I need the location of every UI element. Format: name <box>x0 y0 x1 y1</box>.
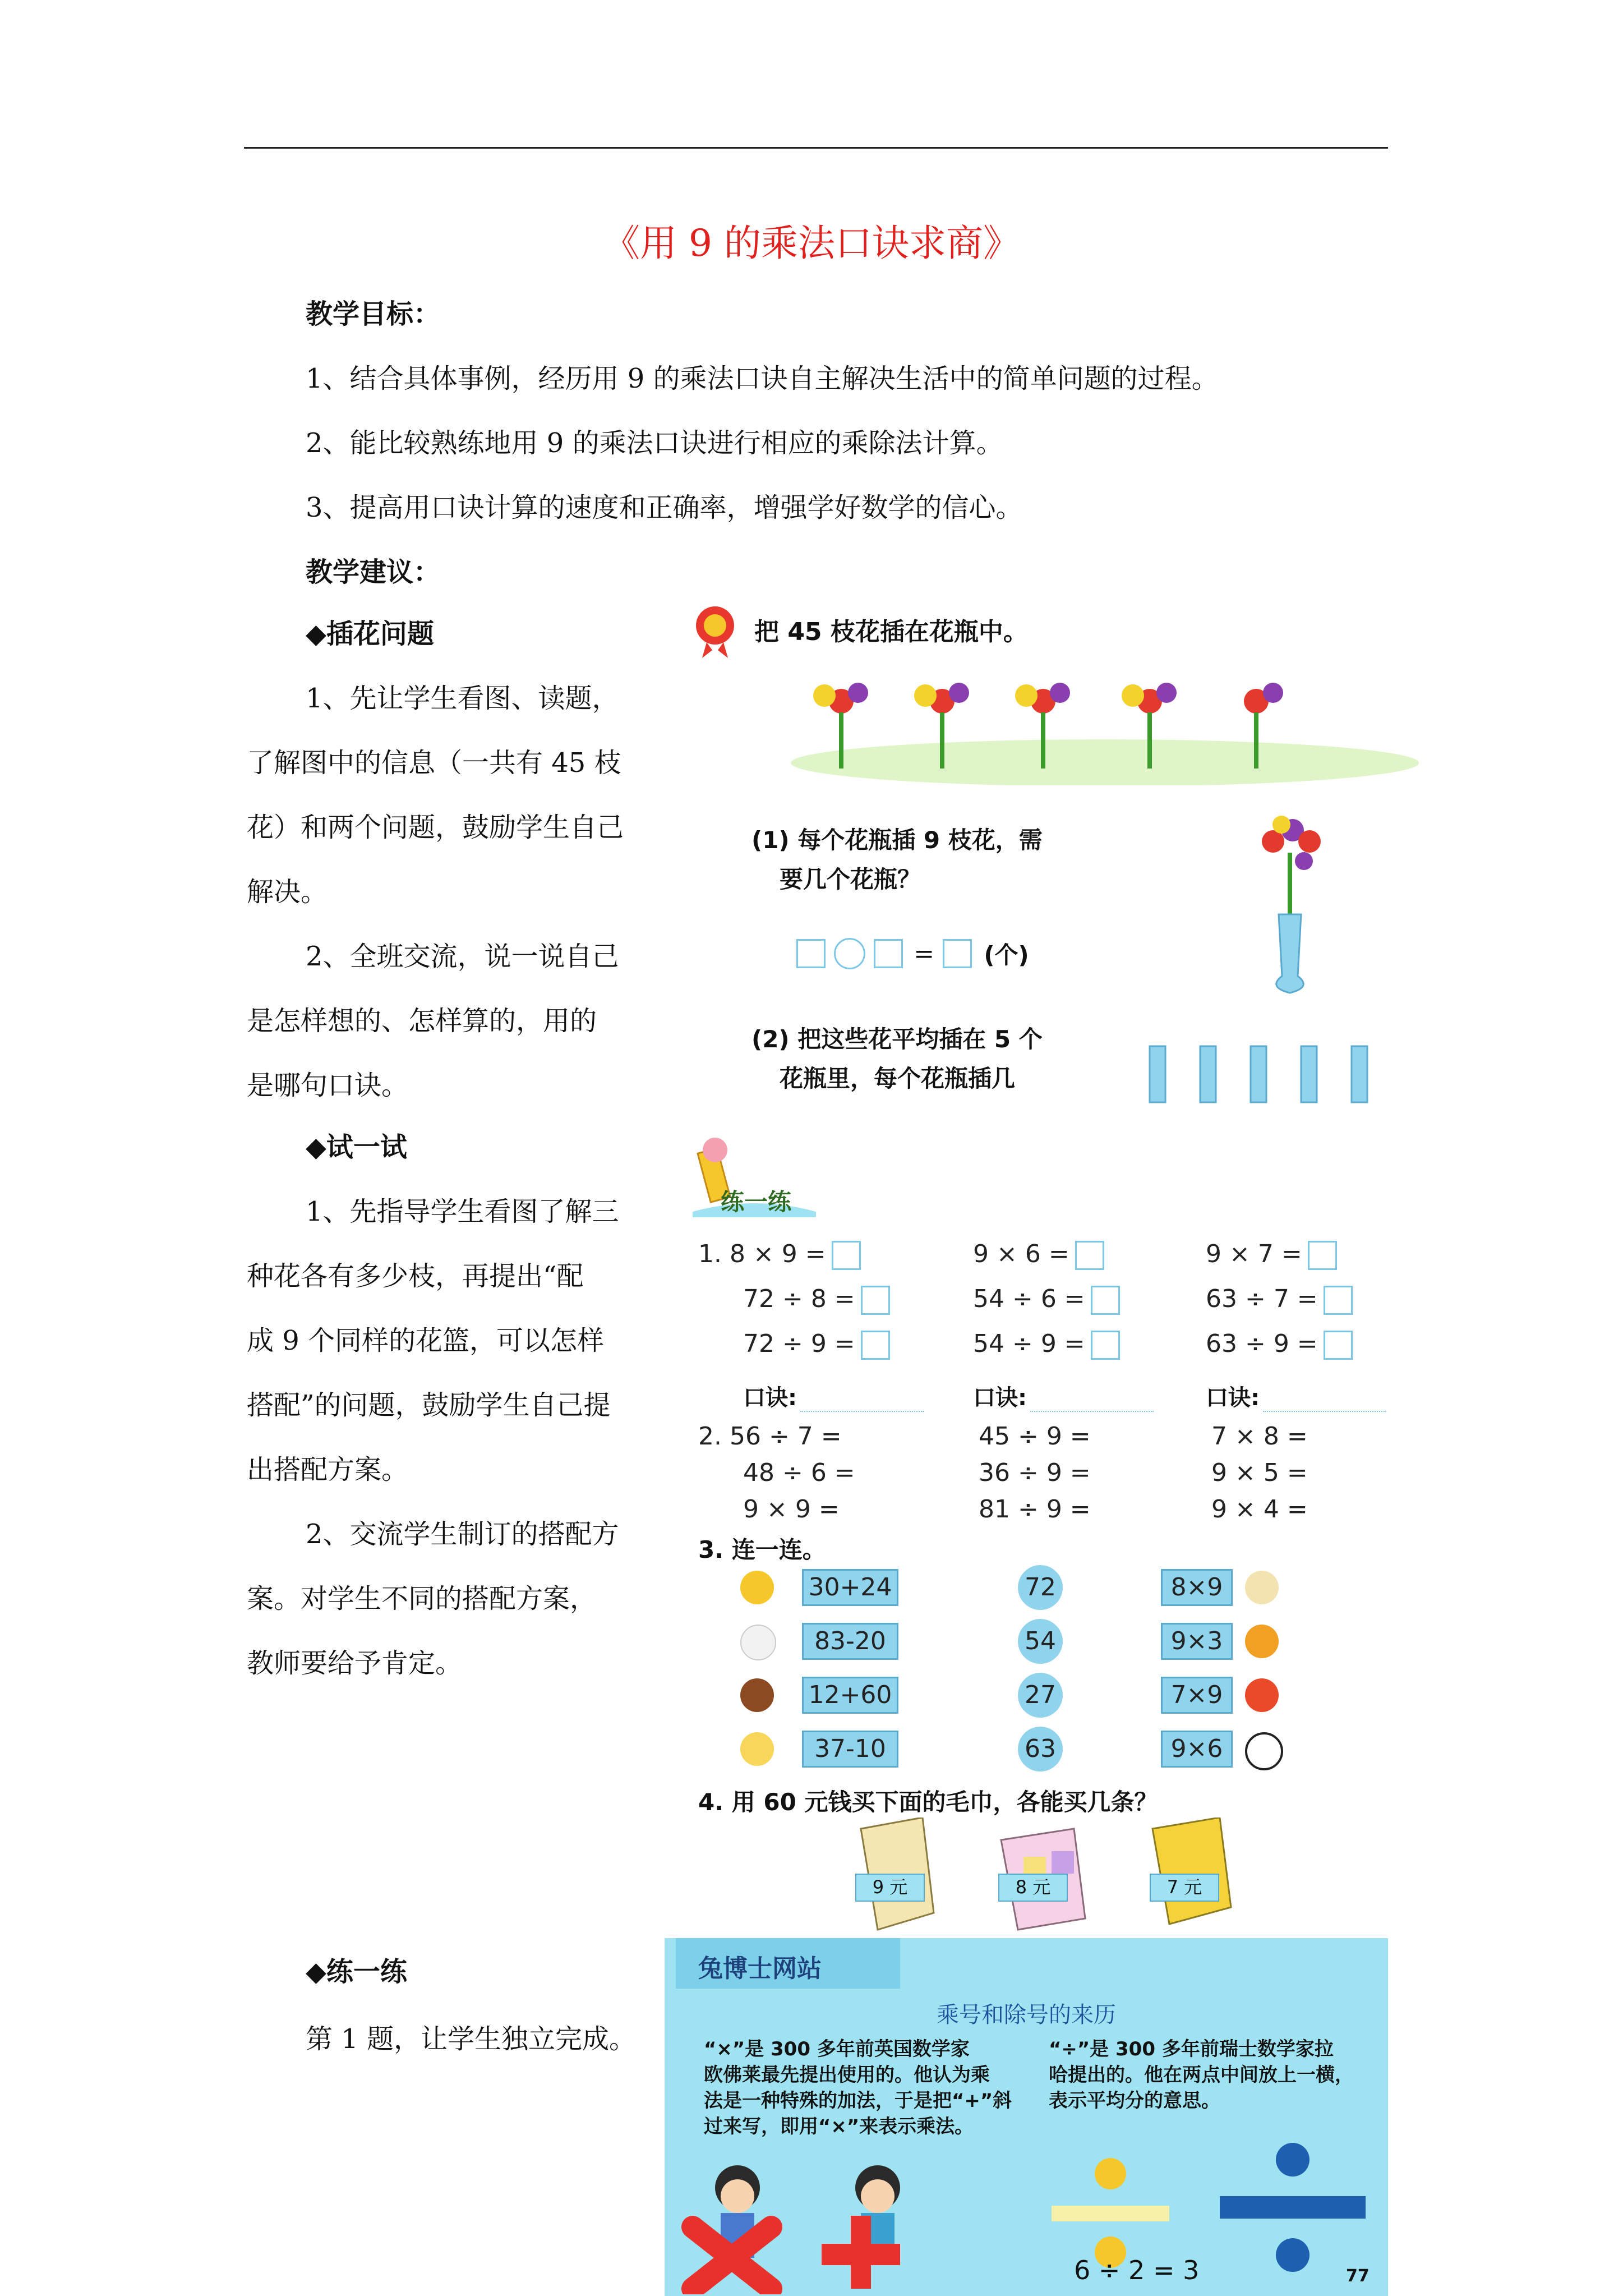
section2-line: 教师要给予肯定。 <box>247 1648 463 1679</box>
section2-line: 1、先指导学生看图了解三 <box>306 1196 619 1227</box>
answer-box[interactable] <box>943 939 972 968</box>
exercise-cell: 48 ÷ 6 = <box>743 1458 855 1487</box>
section1-line: 了解图中的信息（一共有 45 枝 <box>247 747 621 779</box>
question-1-line2: 要几个花瓶？ <box>780 866 921 893</box>
page-title: 《用 9 的乘法口诀求商》 <box>603 222 1020 265</box>
answer-box[interactable] <box>1324 1286 1353 1315</box>
towel-price: 7 元 <box>1150 1874 1219 1902</box>
five-vases-illustration <box>1138 1043 1408 1105</box>
objective-1: 1、结合具体事例，经历用 9 的乘法口诀自主解决生活中的简单问题的过程。 <box>306 363 1219 394</box>
fox-icon <box>1245 1678 1279 1712</box>
rabbit-icon <box>740 1625 776 1660</box>
answer-box[interactable] <box>861 1286 890 1315</box>
q4-label: 4. 用 60 元钱买下面的毛巾，各能买几条？ <box>698 1788 1158 1816</box>
flower-problem-panel <box>690 595 1396 1105</box>
answer-box[interactable] <box>1308 1241 1337 1270</box>
practice-banner: 练一练 <box>721 1188 792 1216</box>
match-number[interactable]: 63 <box>1018 1727 1063 1772</box>
objective-3: 3、提高用口诀计算的速度和正确率，增强学好数学的信心。 <box>306 492 1023 523</box>
objectives-heading: 教学目标： <box>306 298 441 330</box>
exercise-cell: 72 ÷ 8 = <box>743 1285 890 1315</box>
section1-line: 是哪句口诀。 <box>247 1070 409 1101</box>
answer-box[interactable] <box>1324 1331 1353 1360</box>
match-number[interactable]: 72 <box>1018 1565 1063 1610</box>
section2-line: 2、交流学生制订的搭配方 <box>306 1519 619 1550</box>
answer-box[interactable] <box>796 939 826 968</box>
section2-line: 种花各有多少枝，再提出“配 <box>247 1260 584 1292</box>
exercise-cell: 54 ÷ 9 = <box>973 1329 1120 1360</box>
koujue-field[interactable]: 口诀: <box>743 1380 924 1412</box>
tiger-icon <box>1245 1625 1279 1658</box>
answer-box[interactable] <box>832 1241 861 1270</box>
panda-icon <box>1245 1732 1283 1770</box>
section1-line: 1、先让学生看图、读题， <box>306 683 619 714</box>
match-expression[interactable]: 37-10 <box>802 1731 898 1768</box>
children-with-symbols-illustration <box>676 2143 1012 2294</box>
header-rule <box>244 147 1388 149</box>
section2-line: 案。对学生不同的搭配方案， <box>247 1583 597 1614</box>
info-heading: 乘号和除号的来历 <box>937 2002 1116 2028</box>
exercise-cell: 9 × 5 = <box>1211 1458 1308 1487</box>
suggestions-heading: 教学建议： <box>306 556 441 588</box>
section1-line: 是怎样想的、怎样算的，用的 <box>247 1005 597 1037</box>
vase-with-flowers-illustration <box>1251 808 1329 999</box>
section2-line: 成 9 个同样的花篮，可以怎样 <box>247 1325 605 1356</box>
match-expression[interactable]: 30+24 <box>802 1569 898 1606</box>
match-product[interactable]: 7×9 <box>1161 1677 1233 1714</box>
exercise-cell: 9 × 6 = <box>973 1240 1104 1270</box>
rosette-icon <box>690 603 746 659</box>
section2-heading: ◆试一试 <box>306 1131 407 1163</box>
dog-icon <box>1245 1571 1279 1604</box>
answer-box[interactable] <box>861 1331 890 1360</box>
division-history-text: “÷”是 300 多年前瑞士数学家拉 哈提出的。他在两点中间放上一横， 表示平均分的意思。 <box>1049 2038 1354 2112</box>
exercise-cell: 9 × 4 = <box>1211 1495 1308 1524</box>
exercise-cell: 72 ÷ 9 = <box>743 1329 890 1360</box>
section1-line: 花）和两个问题，鼓励学生自己 <box>247 812 624 843</box>
q3-label: 3. 连一连。 <box>698 1536 826 1563</box>
practice-panel <box>687 1133 1405 1930</box>
towel-price: 8 元 <box>998 1874 1068 1902</box>
division-equation: 6 ÷ 2 = 3 <box>1074 2255 1200 2285</box>
bird-icon <box>740 1571 774 1604</box>
section2-line: 搭配”的问题，鼓励学生自己提 <box>247 1389 611 1421</box>
bear-icon <box>740 1678 774 1712</box>
exercise-cell: 63 ÷ 9 = <box>1206 1329 1353 1360</box>
towel-price: 9 元 <box>855 1874 925 1902</box>
question-1-line1: (1) 每个花瓶插 9 枝花，需 <box>751 826 1043 854</box>
question-2-line1: (2) 把这些花平均插在 5 个 <box>751 1025 1043 1053</box>
page-number: 77 <box>1346 2266 1370 2286</box>
match-number[interactable]: 54 <box>1018 1619 1063 1664</box>
section2-line: 出搭配方案。 <box>247 1454 409 1485</box>
flower-bunches-illustration <box>791 662 1419 785</box>
exercise-cell: 36 ÷ 9 = <box>979 1458 1091 1487</box>
section1-line: 2、全班交流，说一说自己 <box>306 941 619 972</box>
exercise-cell: 7 × 8 = <box>1211 1422 1308 1451</box>
answer-box[interactable] <box>1075 1241 1104 1270</box>
exercise-cell: 1. 8 × 9 = <box>698 1240 861 1270</box>
koujue-field[interactable]: 口诀: <box>1206 1380 1386 1412</box>
exercise-cell: 45 ÷ 9 = <box>979 1422 1091 1451</box>
section1-heading: ◆插花问题 <box>306 618 434 650</box>
objective-2: 2、能比较熟练地用 9 的乘法口诀进行相应的乘除法计算。 <box>306 427 1003 459</box>
exercise-cell: 9 × 9 = <box>743 1495 840 1524</box>
info-banner: 兔博士网站 <box>698 1954 822 1983</box>
puppy-icon <box>740 1732 774 1766</box>
exercise-cell: 2. 56 ÷ 7 = <box>698 1422 842 1451</box>
answer-box[interactable] <box>1091 1286 1120 1315</box>
section3-heading: ◆练一练 <box>306 1956 407 1987</box>
operator-circle[interactable] <box>834 938 865 969</box>
flower-prompt: 把 45 枝花插在花瓶中。 <box>754 618 1028 646</box>
section1-line: 解决。 <box>247 876 328 908</box>
answer-template <box>796 937 1029 970</box>
exercise-cell: 81 ÷ 9 = <box>979 1495 1091 1524</box>
match-product[interactable]: 8×9 <box>1161 1569 1233 1606</box>
multiplication-history-text: “×”是 300 多年前英国数学家 欧佛莱最先提出使用的。他认为乘 法是一种特殊的加法，于是把“+”斜 过来写，即用“×”来表示乘法。 <box>704 2038 1012 2138</box>
equals-sign: = <box>914 939 935 968</box>
match-product[interactable]: 9×3 <box>1161 1623 1233 1660</box>
match-product[interactable]: 9×6 <box>1161 1731 1233 1768</box>
match-expression[interactable]: 83-20 <box>802 1623 898 1660</box>
unit-label: (个) <box>984 941 1029 969</box>
exercise-cell: 9 × 7 = <box>1206 1240 1337 1270</box>
match-expression[interactable]: 12+60 <box>802 1677 898 1714</box>
dr-rabbit-info-panel <box>665 1938 1388 2296</box>
match-number[interactable]: 27 <box>1018 1673 1063 1718</box>
koujue-field[interactable]: 口诀: <box>973 1380 1154 1412</box>
answer-box[interactable] <box>1091 1331 1120 1360</box>
section3-line: 第 1 题，让学生独立完成。 <box>306 2023 637 2055</box>
answer-box[interactable] <box>874 939 903 968</box>
exercise-cell: 63 ÷ 7 = <box>1206 1285 1353 1315</box>
exercise-cell: 54 ÷ 6 = <box>973 1285 1120 1315</box>
question-2-line2: 花瓶里，每个花瓶插几 <box>780 1065 1016 1092</box>
